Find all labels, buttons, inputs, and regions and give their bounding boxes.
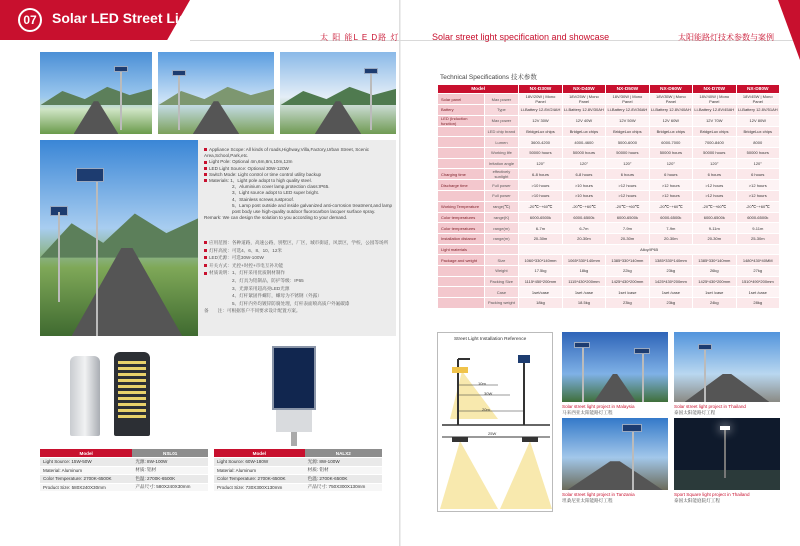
spec-value: BridgeLux chips (649, 126, 692, 137)
spec-value: 18V/35W | Mono Panel (649, 94, 692, 105)
spec-row (438, 137, 780, 148)
spec-value: 20-30m (693, 233, 736, 244)
spec-value: 1385*330*140mm (693, 255, 736, 266)
spec-col-head: NX-D60W (649, 85, 692, 94)
project-photo-sport-square (674, 418, 780, 490)
spec-category: LED (Induction function) (438, 115, 485, 126)
spec-row (438, 105, 780, 116)
spec-value: BridgeLux chips (736, 126, 779, 137)
header-en-center: Solar street light specification and showcase (432, 32, 610, 42)
spec-value: 1385*330*140mm (606, 255, 649, 266)
ptable-cell: Material: Aluminum (40, 466, 132, 475)
spec-value: >10 hours (562, 191, 605, 202)
spec-value: 120° (649, 158, 692, 169)
spec-parameter: range(℃) (484, 201, 519, 212)
spec-value: 6000-6500k (649, 212, 692, 223)
spec-value: Li-Battery 12.8V/51AH (736, 105, 779, 116)
spec-table (437, 84, 780, 309)
spec-category (438, 158, 485, 169)
desc-cn-line: 2、灯具为铝制品，防护等级：IP65 (232, 277, 304, 283)
spec-value: 7-9m (649, 223, 692, 234)
spec-value: 1115*430*200mm (562, 276, 605, 287)
spec-value: 6 hours (606, 169, 649, 180)
spec-value: 120° (736, 158, 779, 169)
diagram-label-25w: 25W (488, 431, 497, 436)
spec-value: Li-Battery 12.8V/24AH (519, 105, 562, 116)
desc-line: 5、Lamp post outside and inside galvanized anti-corrosion treatment,and lamp post body use high-quality outdoor fluorocarbon lacquer surface spray. (232, 202, 393, 215)
spec-value: 6000-6500k (736, 212, 779, 223)
ptable-cell: 色温: 2700K-6500K (305, 475, 382, 484)
spec-category (438, 126, 485, 137)
desc-line: Materials: 1、Light pole adopt to high quality steel. (204, 178, 394, 184)
ptable-model: NALX2 (305, 449, 382, 458)
spec-row (438, 201, 780, 212)
spec-row (438, 233, 780, 244)
diagram-graphic (438, 333, 554, 513)
header-cn-left: 太 阳 能L E D路 灯 (320, 33, 400, 42)
spec-value: BridgeLux chips (693, 126, 736, 137)
spec-category: Light materials (438, 244, 485, 255)
caption-malaysia (562, 404, 635, 416)
spec-parameter: Lumen (484, 137, 519, 148)
spec-value: 20-30m (649, 233, 692, 244)
spec-value: 6000-6500k (519, 212, 562, 223)
spec-category: Working Temperature (438, 201, 485, 212)
spec-category (438, 191, 485, 202)
ptable-cell: 产品尺寸: 750X300X130mm (305, 483, 382, 492)
spec-value: 12V 70W (693, 115, 736, 126)
spec-col-head: NX-D70W (693, 85, 736, 94)
spec-value: Li-Battery 12.8V/30AH (562, 105, 605, 116)
spec-value: 18kg (562, 265, 605, 276)
spec-category: Charging time (438, 169, 485, 180)
spec-value: 18V/40W | Mono Panel (693, 94, 736, 105)
spec-value: 26kg (693, 265, 736, 276)
desc-cn-line: 5、灯杆内外均镀锌防腐处理，灯杆表面喷高质户外氟碳漆 (232, 300, 350, 306)
spec-category: Battery (438, 105, 485, 116)
description-en (204, 147, 394, 221)
spec-header-row (438, 85, 780, 94)
desc-line: 3、Light source adopt to LED super bright. (232, 190, 320, 196)
caption-cn: 泰国太阳能庭院灯工程 (674, 498, 720, 503)
spec-value: 12V 50W (606, 115, 649, 126)
desc-line: 2、Aluminium cover lamp,protection class:IP65. (232, 184, 330, 190)
spec-value: >10 hours (519, 191, 562, 202)
spec-value: 50000 hours (606, 148, 649, 159)
spec-category: Color temperatures (438, 212, 485, 223)
diagram-title: Street Light Installation Reference (454, 337, 527, 342)
ptable-cell: Product Size: 730X300X130mm (214, 483, 305, 492)
spec-parameter: Weight (484, 265, 519, 276)
spec-row (438, 212, 780, 223)
spec-row (438, 126, 780, 137)
spec-value: 9-11m (693, 223, 736, 234)
project-photo-malaysia (562, 332, 668, 402)
spec-value: 50000 hours (693, 148, 736, 159)
spec-value: 12V 30W (519, 115, 562, 126)
spec-value: 1set /case (736, 287, 779, 298)
spec-row (438, 265, 780, 276)
ptable-cell: 材质: 铝材 (305, 466, 382, 475)
section-title: Solar LED Street Light (52, 10, 201, 26)
caption-en: Solar street light project in Tanzania (562, 492, 635, 497)
spec-value: 7000-8400 (693, 137, 736, 148)
desc-line: Appliance Scope: All kinds of roads,Highway,Villa,Factory,Urban Street, Scenic Area,School,Park,etc. (204, 147, 370, 159)
desc-line: Light Pole: Optional 4m,6m,8m,10m,12m (204, 159, 394, 165)
section-number: 07 (18, 8, 42, 32)
spec-value: 6 hours (649, 169, 692, 180)
header-cn-right: 太阳能路灯技术参数与案例 (678, 33, 774, 42)
spec-value: 50000 hours (562, 148, 605, 159)
ptable-cell: Product Size: 580X240X30mm (40, 483, 132, 492)
ptable-cell: Light Source: 60W-180W (214, 458, 305, 467)
spec-value: 1425*430*200mm (649, 276, 692, 287)
spec-value: 6000-6500k (606, 212, 649, 223)
spec-parameter: Irritation angle (484, 158, 519, 169)
street-photo-3 (280, 52, 396, 134)
spec-value: >12 hours (736, 191, 779, 202)
spec-value: 4000-4600 (562, 137, 605, 148)
spec-value: BridgeLux chips (562, 126, 605, 137)
spec-value: 120° (693, 158, 736, 169)
spec-value: 28kg (736, 298, 779, 309)
spec-col-head: NX-D50W (606, 85, 649, 94)
desc-cn-line: 开关方式：光控+时控+市电互补功能 (204, 262, 394, 270)
spec-value: 1480*430*40MM (736, 255, 779, 266)
ptable-cell: Material: Aluminum (214, 466, 305, 475)
spec-parameter: Working life (484, 148, 519, 159)
street-photo-4 (40, 140, 198, 336)
spec-value: 1510*490*200mm (736, 276, 779, 287)
spec-value: 24kg (693, 298, 736, 309)
spec-value: 1set /case (562, 287, 605, 298)
spec-category (438, 298, 485, 309)
spec-value: 3600-4200 (519, 137, 562, 148)
spec-value: >12 hours (649, 191, 692, 202)
spec-value: 9-11m (736, 223, 779, 234)
spec-row (438, 115, 780, 126)
spec-row (438, 255, 780, 266)
installation-diagram (437, 332, 553, 512)
caption-en: Solar street light project in Thailand (674, 404, 746, 409)
spec-value: 18V/25W | Mono Panel (562, 94, 605, 105)
spec-value: >12 hours (649, 180, 692, 191)
caption-en: Solar street light project in Malaysia (562, 404, 635, 409)
spec-value: >12 hours (693, 191, 736, 202)
caption-en: Sport Square light project in Thailand (674, 492, 750, 497)
spec-value: 6 hours (693, 169, 736, 180)
spec-value: 17.5kg (519, 265, 562, 276)
spec-parameter: Size (484, 255, 519, 266)
ptable-cell: 材质: 铝材 (132, 466, 208, 475)
ptable-cell: Color Temperature: 2700K-6500K (214, 475, 305, 484)
ptable-cell: Light Source: 15W-50W (40, 458, 132, 467)
street-photo-2 (158, 52, 274, 134)
caption-cn: 泰国太阳能路灯工程 (674, 410, 716, 415)
spec-title: Technical Specifications 技术参数 (440, 74, 537, 81)
spec-value: 120° (606, 158, 649, 169)
spec-row (438, 244, 780, 255)
spec-value: 1425*430*200mm (606, 276, 649, 287)
desc-line: Remark: We can design the solution to you according to your demand. (204, 215, 348, 221)
spec-category: Installation distance (438, 233, 485, 244)
caption-sport-square (674, 492, 750, 504)
desc-cn-line: 3、光源采用超高亮LED光源 (232, 285, 290, 291)
desc-cn-line: 材质说明：1、灯杆采用优质钢材制作 (204, 269, 394, 277)
desc-cn-line: 应用范围：各种道路，高速公路，别墅区，厂区，城市街道，风景区，学校，公园等场所 (204, 239, 394, 247)
spec-category: Package and weight (438, 255, 485, 266)
spec-value: 6000-7000 (649, 137, 692, 148)
spec-value: 50000 hours (736, 148, 779, 159)
spec-row (438, 298, 780, 309)
spec-category: Discharge time (438, 180, 485, 191)
spec-col-head: NX-D30W (519, 85, 562, 94)
ptable-cell: Color Temperature: 2700K-6500K (40, 475, 132, 484)
spec-value: 1set /case (606, 287, 649, 298)
spec-value: 6-8 hours (562, 169, 605, 180)
spec-value: 1set /case (649, 287, 692, 298)
spec-row (438, 287, 780, 298)
spec-row (438, 169, 780, 180)
spec-value: >10 hours (519, 180, 562, 191)
diagram-label-20m: 20m (482, 407, 490, 412)
spec-parameter: Packing Size (484, 276, 519, 287)
spec-value: >12 hours (606, 180, 649, 191)
spec-value: 1060*330*140mm (519, 255, 562, 266)
spec-value: 7-9m (606, 223, 649, 234)
spec-parameter: LED chip brand (484, 126, 519, 137)
spec-value: -20℃~+60℃ (736, 201, 779, 212)
spec-value: 6-8 hours (519, 169, 562, 180)
spec-parameter: range(m) (484, 223, 519, 234)
spec-row (438, 276, 780, 287)
spec-row (438, 191, 780, 202)
ptable-cell: 产品尺寸: 580X240X30mm (132, 483, 208, 492)
spec-value: 23kg (606, 298, 649, 309)
spec-value: 1065*330*140mm (562, 255, 605, 266)
spec-value: 6000-6500k (562, 212, 605, 223)
spec-value: 1425*430*200mm (693, 276, 736, 287)
spec-value: 25-30m (736, 233, 779, 244)
spec-parameter (484, 244, 519, 255)
spec-row (438, 180, 780, 191)
spec-value: 1115*450*200mm (519, 276, 562, 287)
spec-value: 12V 80W (736, 115, 779, 126)
project-photo-thailand (674, 332, 780, 402)
spec-category: Solar panel (438, 94, 485, 105)
desc-cn-line: 备 注：可根据客户不同要求设计配置方案。 (204, 308, 301, 314)
spec-value: 6000-6500k (693, 212, 736, 223)
spec-value: 22kg (606, 265, 649, 276)
desc-line: Switch Mode: Light control or time control utility backup (204, 172, 394, 178)
spec-value: Li-Battery 12.8V/36AH (606, 105, 649, 116)
spec-col-head: NX-D80W (736, 85, 779, 94)
spec-value: 12V 60W (649, 115, 692, 126)
caption-cn: 坦桑尼亚太阳能路灯工程 (562, 498, 613, 503)
spec-category (438, 265, 485, 276)
desc-cn-line: LED光源：可选30W-100W (204, 254, 394, 262)
spec-category (438, 287, 485, 298)
spec-value: 12V 40W (562, 115, 605, 126)
desc-line: LED Light Source: Optional 30W-120W (204, 166, 394, 172)
spec-value: 18kg (519, 298, 562, 309)
spec-value: 1385*330*140mm (649, 255, 692, 266)
ptable-cell: 色温: 2700K-6500K (132, 475, 208, 484)
desc-line: 4、Stainless screws,rustproof. (232, 196, 295, 202)
spec-value: 20-30m (606, 233, 649, 244)
spec-row (438, 148, 780, 159)
spec-value: 6-7m (562, 223, 605, 234)
spec-category: Color temperatures (438, 223, 485, 234)
spec-value: 50000 hours (649, 148, 692, 159)
ptable-cell: 光源: 8W-100W (132, 458, 208, 467)
page-spine (399, 0, 401, 546)
spec-value: 18V/20W | Mono Panel (519, 94, 562, 105)
spec-value: >12 hours (736, 180, 779, 191)
header-corner (778, 0, 800, 60)
caption-tanzania (562, 492, 635, 504)
spec-value: -20℃~+60℃ (519, 201, 562, 212)
spec-value: BridgeLux chips (519, 126, 562, 137)
street-photo-1 (40, 52, 152, 134)
spec-value: 20-30m (519, 233, 562, 244)
spec-value: Alloy/IP65 (519, 244, 780, 255)
spec-value: 1set /case (693, 287, 736, 298)
spec-value: 18V/45W | Mono Panel (736, 94, 779, 105)
spec-value: 27kg (736, 265, 779, 276)
spec-value: 6-7m (519, 223, 562, 234)
description-cn (204, 239, 394, 315)
spec-value: >10 hours (562, 180, 605, 191)
spec-parameter: Full power (484, 191, 519, 202)
spec-value: -20℃~+60℃ (693, 201, 736, 212)
ptable-head: Model (214, 449, 305, 458)
product-image-nalx2 (258, 340, 338, 450)
spec-value: Li-Battery 12.8V/40AH (649, 105, 692, 116)
spec-row (438, 94, 780, 105)
product-image-nsl01 (60, 348, 170, 444)
spec-parameter: Case (484, 287, 519, 298)
spec-value: 23kg (649, 298, 692, 309)
ptable-model: NSL01 (132, 449, 208, 458)
ptable-cell: 光源: 8W-100W (305, 458, 382, 467)
spec-value: 1set/case (519, 287, 562, 298)
spec-value: Li-Battery 12.8V/45AH (693, 105, 736, 116)
spec-value: 50000 hours (519, 148, 562, 159)
ptable-head: Model (40, 449, 132, 458)
spec-category (438, 148, 485, 159)
spec-value: 23kg (649, 265, 692, 276)
spec-value: 20-30m (562, 233, 605, 244)
spec-value: -20℃~+60℃ (562, 201, 605, 212)
spec-value: >12 hours (606, 191, 649, 202)
spec-col-head: NX-D40W (562, 85, 605, 94)
desc-cn-line: 4、灯杆紧固件螺钉，螺母为不锈钢（外露） (232, 293, 322, 299)
spec-parameter: Max power (484, 94, 519, 105)
spec-parameter: Max power (484, 115, 519, 126)
spec-value: 18.5kg (562, 298, 605, 309)
diagram-label-10m: 10m (478, 381, 486, 386)
spec-value: -20℃~+60℃ (606, 201, 649, 212)
caption-cn: 马来西亚太阳能路灯工程 (562, 410, 613, 415)
spec-row (438, 158, 780, 169)
spec-parameter: Packing weight (484, 298, 519, 309)
spec-category (438, 137, 485, 148)
spec-value: -20℃~+60℃ (649, 201, 692, 212)
spec-value: BridgeLux chips (606, 126, 649, 137)
product-table-nsl01 (40, 449, 208, 492)
spec-value: 120° (562, 158, 605, 169)
spec-col-head: Model (438, 85, 519, 94)
project-photo-tanzania (562, 418, 668, 490)
spec-parameter: Type (484, 105, 519, 116)
spec-parameter: range(m) (484, 233, 519, 244)
spec-value: >12 hours (693, 180, 736, 191)
desc-cn-line: 灯杆高度：可选4、6、8、10、12米 (204, 247, 394, 255)
spec-parameter: range(K) (484, 212, 519, 223)
spec-value: 5000-6000 (606, 137, 649, 148)
spec-value: 120° (519, 158, 562, 169)
product-table-nalx2 (214, 449, 382, 492)
caption-thailand (674, 404, 746, 416)
spec-parameter: Full power (484, 180, 519, 191)
spec-value: 8000 (736, 137, 779, 148)
diagram-label-30w: 30W (484, 391, 493, 396)
spec-row (438, 223, 780, 234)
spec-value: 6 hours (736, 169, 779, 180)
spec-category (438, 276, 485, 287)
spec-value: 18V/30W | Mono Panel (606, 94, 649, 105)
spec-parameter: effectively sunlight (484, 169, 519, 180)
